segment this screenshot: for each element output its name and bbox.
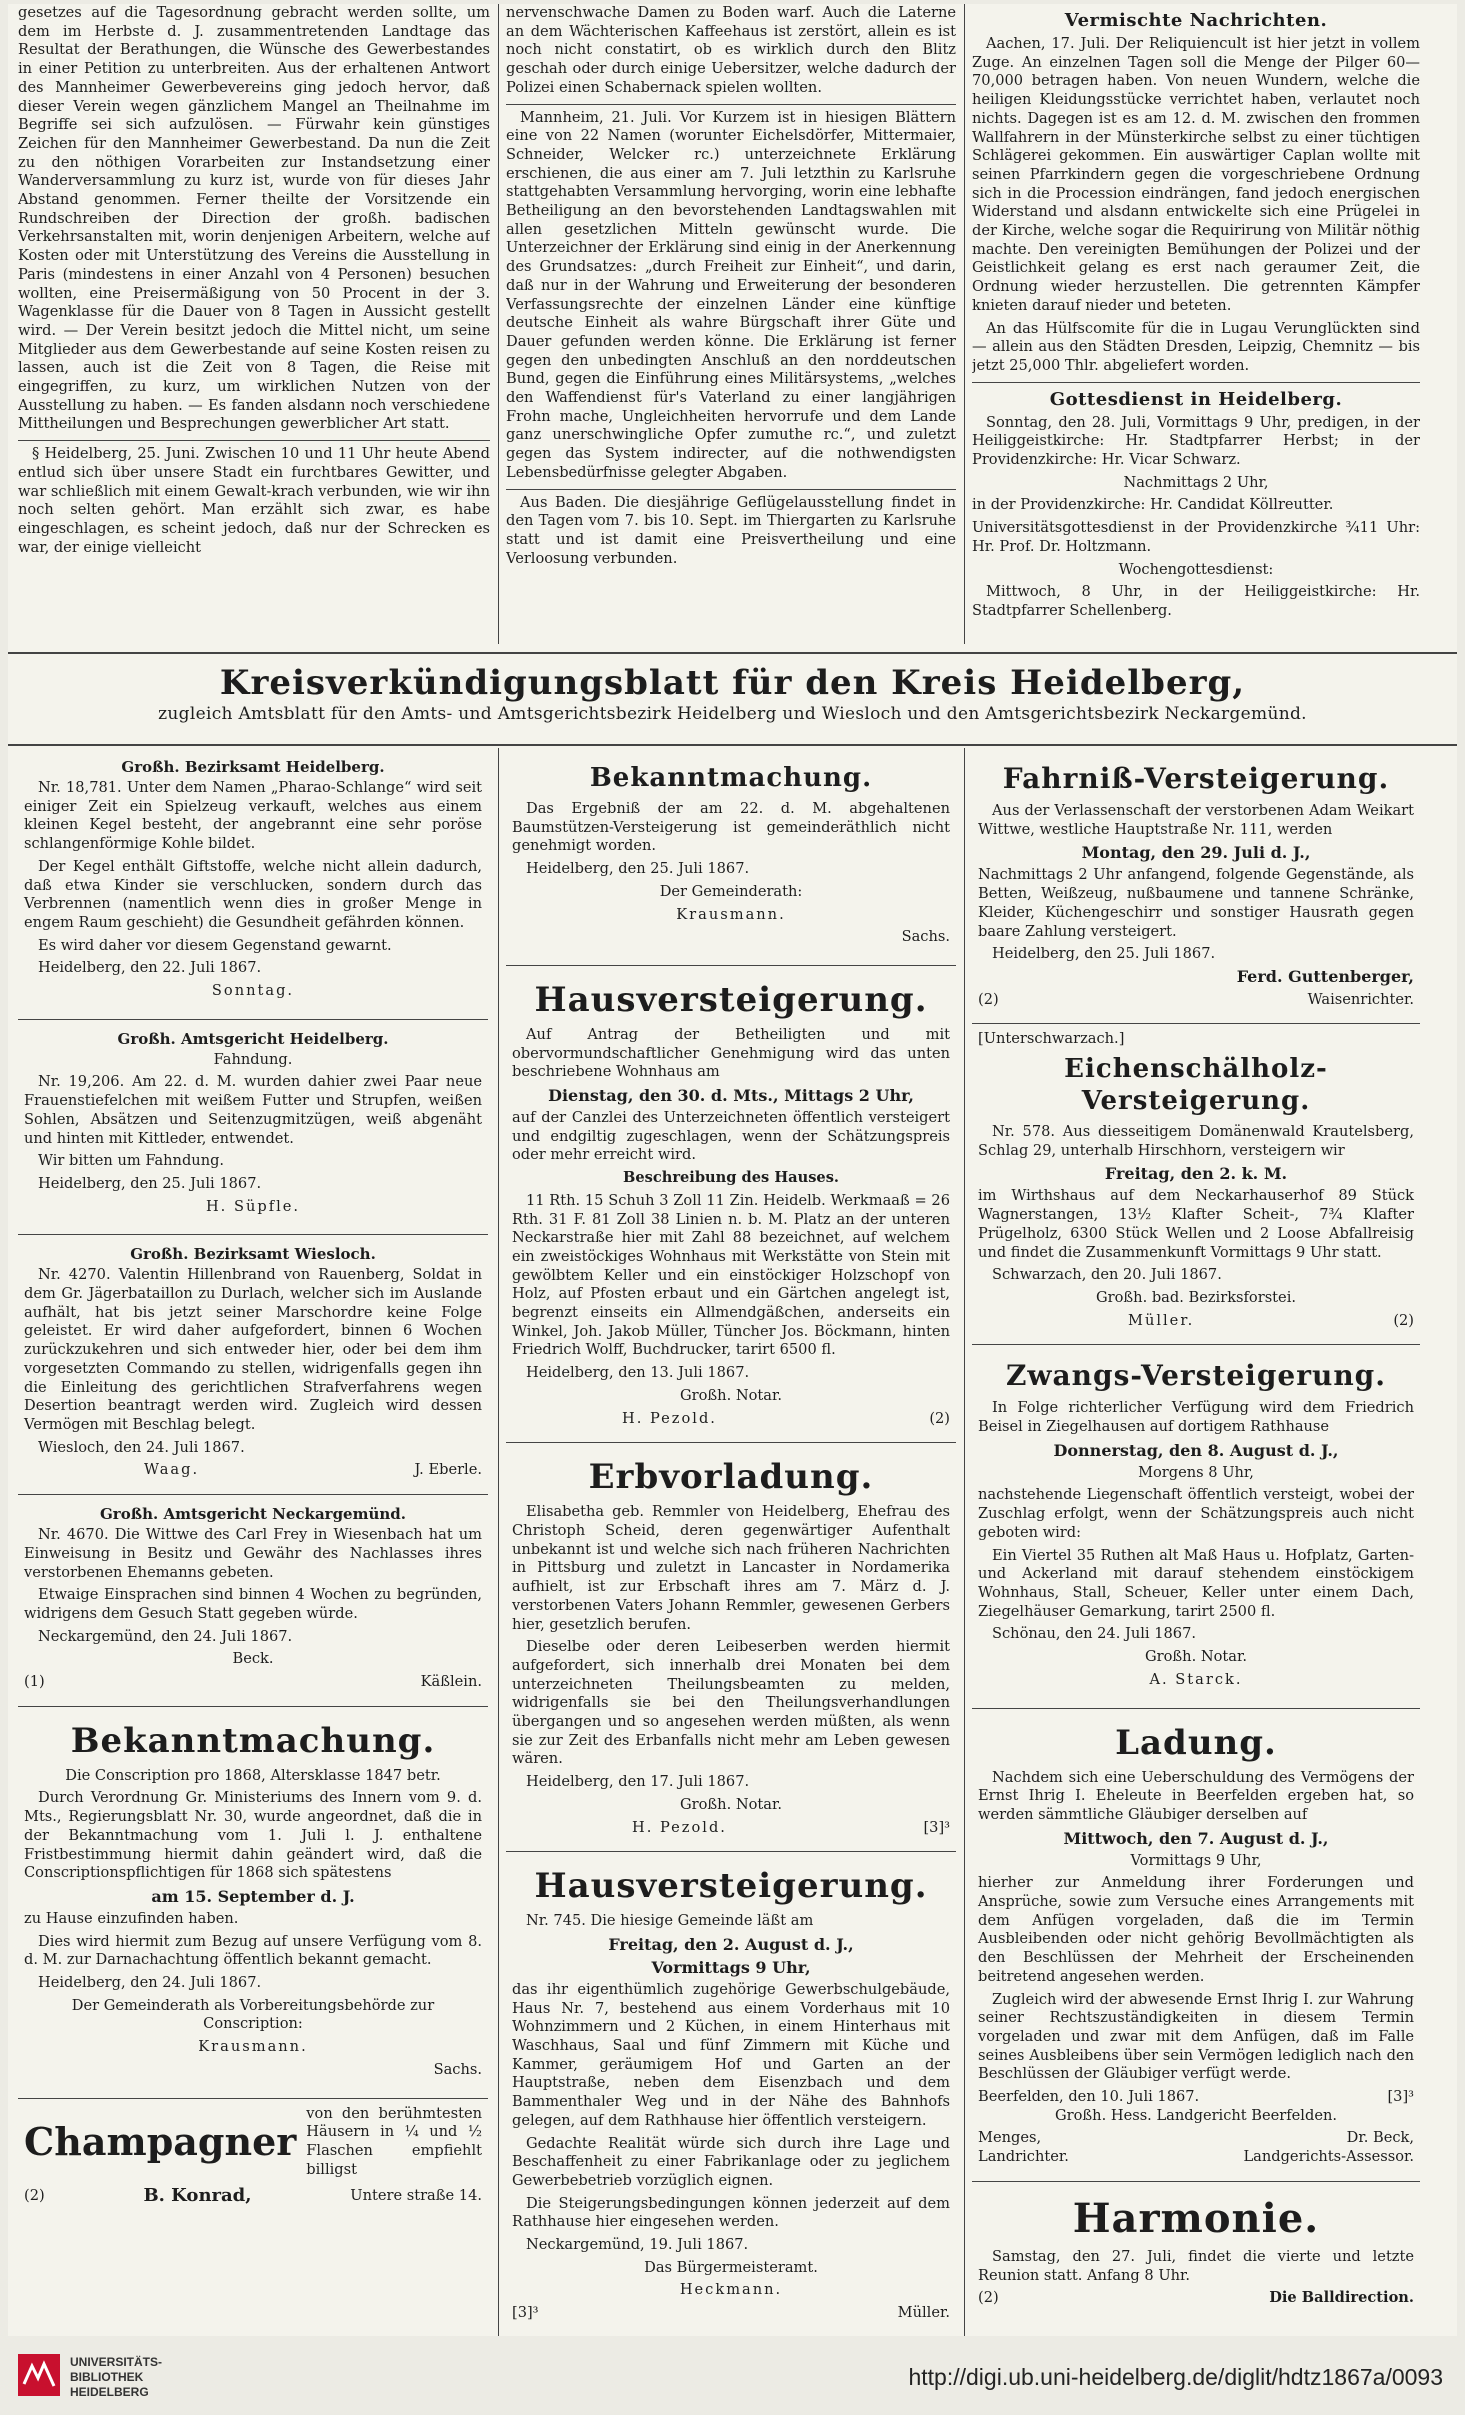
notice-text: das ihr eigenthümlich zugehörige Gewerbschulgebäude, Haus Nr. 7, bestehend aus einem Vorderhaus mit 10 Wohnzimmern und 2 Küchen, in einem Hinterhaus mit Waschhaus, Saal und fünf Zimmern mit Küche und Kammer, geräumigem Hof und Garten an der Hauptstraße, neben dem Eisenzbach und dem Bammenthaler Weg und in der Nähe des Bahnhofs gelegen, auf dem Rathhause hier öffentlich versteigern. [512, 1980, 950, 2129]
notice-signature: H. Pezold. [632, 1818, 727, 1836]
notice-text: In Folge richterlicher Verfügung wird dem Friedrich Beisel in Ziegelhausen auf dortigem Rathhause [978, 1399, 1414, 1436]
divider [972, 1023, 1420, 1024]
signature-row [978, 2129, 1414, 2148]
notice-signature: Die Balldirection. [1269, 2289, 1414, 2307]
notice-block [18, 1499, 488, 1700]
notice-signature: Müller. [1128, 1311, 1195, 1329]
ad-title: Champagner [24, 2118, 297, 2164]
notice-block [18, 1239, 488, 1488]
notice-emphasis: Mittwoch, den 7. August d. J., [1063, 1828, 1329, 1848]
notice-number: [3]³ [512, 2304, 539, 2322]
divider [18, 1494, 488, 1495]
notice-number: (2) [978, 2289, 999, 2307]
service-line: Wochengottesdienst: [1118, 560, 1274, 578]
notice-text: Dieselbe oder deren Leibeserben werden hiermit aufgefordert, sich innerhalb drei Monaten bei dem unterzeichneten Theilungsbeamten zu melden, widrigenfalls sie bei den Theilungsverhandlungen übergangen und so angesehen werden müßten, als wenn sie zur Zeit des Erbanfalls nicht mehr am Leben gewesen wären. [512, 1638, 950, 1768]
divider [506, 1851, 956, 1852]
notice-subheading: Fahndung. [213, 1050, 293, 1068]
notice-signature: Menges, [978, 2129, 1042, 2147]
news-column-2 [506, 4, 956, 572]
notice-block [972, 2186, 1420, 2316]
notice-block [506, 970, 956, 1436]
notice-number: [3]³ [1387, 2088, 1414, 2106]
masthead [8, 662, 1457, 724]
notice-heading: Großh. Bezirksamt Wiesloch. [130, 1245, 376, 1264]
notices-middle-column [506, 752, 956, 2332]
notice-text: Der Kegel enthält Giftstoffe, welche nicht allein dadurch, daß etwa Kinder sie verschlucken, sondern durch das Verbrennen (namentlich wenn dies in großer Menge in engem Raum geschieht) die Gesundheit gefährden können. [24, 857, 482, 931]
newspaper-page [8, 4, 1457, 2336]
notice-date: Heidelberg, den 17. Juli 1867. [526, 1773, 750, 1791]
notice-emphasis: Freitag, den 2. August d. J., [608, 1934, 854, 1954]
notice-text: Nr. 18,781. Unter dem Namen „Pharao-Schlange“ wird seit einiger Zeit ein Spielzeug verkauft, welches aus einem kleinen Kegel besteht, der angebrannt eine sehr poröse schlangenförmige Kohle bildet. [24, 779, 482, 853]
notice-location: [Unterschwarzach.] [978, 1030, 1125, 1048]
notices-left-column [18, 752, 488, 2332]
notice-signature: Großh. Hess. Landgericht Beerfelden. [1055, 2106, 1337, 2124]
notice-signature: Dr. Beck, [1346, 2129, 1414, 2147]
signature-row [512, 1410, 950, 1429]
notices-right-column [972, 752, 1420, 2332]
divider [18, 1234, 488, 1235]
notice-title: Eichenschälholz-Versteigerung. [1064, 1054, 1328, 1117]
notice-signature: Sonntag. [211, 982, 295, 1000]
notice-signature: Waisenrichter. [1307, 990, 1414, 1008]
service-line: Universitätsgottesdienst in der Providenzkirche ¾11 Uhr: Hr. Prof. Dr. Holtzmann. [972, 519, 1420, 555]
news-paragraph: Mannheim, 21. Juli. Vor Kurzem ist in hiesigen Blättern eine von 22 Namen (worunter Eichelsdörfer, Mittermaier, Schneider, Welcker rc.) unterzeichnete Erklärung erschienen, die aus einer am 7. Juli letzthin zu Karlsruhe stattgehabten Versammlung hervorging, worin eine lebhafte Betheiligung an den bevorstehenden Landtagswahlen mit allen gesetzlichen Mitteln gewünscht wurde. Die Unterzeichner der Erklärung sind einig in der Anerkennung des Grundsatzes: „durch Freiheit zur Einheit“, und darin, daß nur in der Wahrung und Erweiterung der besonderen Verfassungsrechte der einzelnen Länder eine künftige deutsche Einheit als wahre Bürgschaft ihrer Güte und Dauer gefunden werden könne. Die Erklärung ist ferner gegen den unbedingten Anschluß an den norddeutschen Bund, gegen die Einführung eines Militärsystems, „welches den Waffendienst für's Vaterland zu einer langjährigen Frohn mache, Ungleichheiten hervorrufe und dem Lande ganz unerschwingliche Opfer zumuthe rc.“, und zuletzt gegen das System indirecter, auf die nothwendigsten Lebensbedürfnisse gelegter Abgaben. [506, 108, 956, 481]
notice-text: Gedachte Realität würde sich durch ihre Lage und Beschaffenheit zu einer Fabrikanlage oder zu jeglichem Gewerbebetrieb vorzüglich eignen. [512, 2134, 950, 2189]
ad-signature-row [18, 2187, 488, 2206]
ad-text: von den berühmtesten Häusern in ¼ und ½ Flaschen empfiehlt billigst [306, 2104, 482, 2178]
signature-row [978, 2289, 1414, 2308]
notice-date: Heidelberg, den 25. Juli 1867. [38, 1174, 262, 1192]
notice-text: Das Ergebniß der am 22. d. M. abgehaltenen Baumstützen-Versteigerung ist gemeinderäthlich nicht genehmigt worden. [512, 800, 950, 855]
notice-date: Heidelberg, den 25. Juli 1867. [992, 945, 1216, 963]
ad-address: Untere straße 14. [350, 2187, 482, 2205]
notice-signature: Landrichter. [978, 2148, 1069, 2166]
notice-text: Die Conscription pro 1868, Altersklasse 1847 betr. [65, 1766, 441, 1784]
divider [972, 1708, 1420, 1709]
notice-text: Nachdem sich eine Ueberschuldung des Vermögens der Ernst Ihrig I. Eheleute in Beerfelden ergeben hat, so werden sämmtliche Gläubiger derselben auf [978, 1768, 1414, 1823]
notice-heading: Großh. Amtsgericht Heidelberg. [117, 1029, 389, 1048]
signature-row [978, 1312, 1414, 1331]
notice-text: 11 Rth. 15 Schuh 3 Zoll 11 Zin. Heidelb. Werkmaaß = 26 Rth. 31 F. 81 Zoll 38 Linien n. b. M. Platz an der unteren Neckarstraße hier mit Zahl 88 bezeichnet, auf welchem ein zweistöckiges Wohnhaus mit Werkstätte von Stein mit gewölbtem Keller und ein einstöckiger Holzschopf von Holz, auf Pfosten erbaut und ein Gärtchen angelegt ist, begrenzt einseits ein Allmendgäßchen, anderseits ein Winkel, Joh. Jakob Müller, Tüncher Jos. Böckmann, hinten Friedrich Wolff, Buchdrucker, tarirt 6500 fl. [512, 1191, 950, 1359]
divider [18, 1019, 488, 1020]
notice-heading: Großh. Amtsgericht Neckargemünd. [100, 1505, 406, 1524]
notice-title: Hausversteigerung. [534, 979, 928, 1020]
notice-text: Durch Verordnung Gr. Ministeriums des Innern vom 9. d. Mts., Regierungsblatt Nr. 30, wurde angeordnet, daß die in der Bekanntmachung vom 1. Juli l. J. enthaltene Fristbestimmung hiermit dahin geändert wird, daß die Conscriptionspflichtigen für 1868 sich spätestens [24, 1789, 482, 1882]
notice-block [506, 1447, 956, 1845]
notice-block [506, 752, 956, 959]
source-url-link[interactable]: http://digi.ub.uni-heidelberg.de/diglit/hdtz1867a/0093 [908, 2364, 1443, 2390]
news-column-1 [18, 4, 490, 561]
news-paragraph: § Heidelberg, 25. Juni. Zwischen 10 und 11 Uhr heute Abend entlud sich über unsere Stadt ein furchtbares Gewitter, und war schließlich mit einem Gewalt-krach verbunden, wie wir ihn noch selten gehört. Man erzählt sich zwar, es habe eingeschlagen, es scheint jedoch, daß nur der Schrecken es war, der einige vielleicht [18, 445, 490, 556]
notice-signature: Großh. bad. Bezirksforstei. [1096, 1288, 1296, 1306]
notice-text: auf der Canzlei des Unterzeichneten öffentlich versteigert und endgiltig zugeschlagen, wenn der Schätzungspreis oder mehr erreicht wird. [512, 1109, 950, 1164]
notice-block [972, 1713, 1420, 2175]
service-line: in der Providenzkirche: Hr. Candidat Köllreutter. [972, 496, 1334, 514]
notice-date: Neckargemünd, den 24. Juli 1867. [38, 1627, 293, 1645]
notice-signature: Krausmann. [676, 905, 786, 923]
signature-row [24, 1673, 482, 1692]
notice-text: Nr. 19,206. Am 22. d. M. wurden dahier zwei Paar neue Frauenstiefelchen mit weißem Futter und Strupfen, weißen Sohlen, Absätzen und Seitenzugmitzügen, weiß abgenäht und hinten mit Kittleder, entwendet. [24, 1073, 482, 1147]
notice-date: Schwarzach, den 20. Juli 1867. [992, 1266, 1222, 1284]
notice-date: Heidelberg, den 24. Juli 1867. [38, 1974, 262, 1992]
divider [506, 489, 956, 490]
notice-text: Etwaige Einsprachen sind binnen 4 Wochen zu begründen, widrigens dem Gesuch Statt gegeben würde. [24, 1586, 482, 1622]
signature-row [978, 2088, 1414, 2107]
notice-date: Heidelberg, den 13. Juli 1867. [526, 1364, 750, 1382]
notice-text: Aus der Verlassenschaft der verstorbenen Adam Weikart Wittwe, westliche Hauptstraße Nr. 111, werden [978, 802, 1414, 838]
notice-text: zu Hause einzufinden haben. [24, 1909, 239, 1927]
notice-emphasis: Morgens 8 Uhr, [1138, 1463, 1254, 1481]
page-footer [0, 2340, 1465, 2415]
notice-text: Zugleich wird der abwesende Ernst Ihrig I. zur Wahrung seiner Rechtszuständigkeiten in diesem Termin vorgeladen und zwar mit dem Anfügen, daß im Falle seines Ausbleibens über sein Vermögen lediglich nach den Beschlüssen der Gläubiger verfügt werde. [978, 1990, 1414, 2083]
notice-text: Wir bitten um Fahndung. [38, 1152, 225, 1170]
notice-text: Nachmittags 2 Uhr anfangend, folgende Gegenstände, als Betten, Weißzeug, nußbaumene und tannene Schränke, Kleider, Küchengeschirr und sonstiger Hausrath gegen baare Zahlung versteigert. [978, 866, 1414, 940]
notice-block [972, 752, 1420, 1017]
signature-row [512, 1819, 950, 1838]
notice-text: Elisabetha geb. Remmler von Heidelberg, Ehefrau des Christoph Scheid, deren gegenwärtiger Aufenthalt unbekannt ist und welche sich nach früheren Nachrichten in Pittsburg und zuletzt in Lancaster in Nordamerika aufhielt, ist zur Erbschaft ihres am 7. März d. J. verstorbenen Vaters Johann Remmler, gewesenen Gerbers hier, gesetzlich berufen. [512, 1503, 950, 1633]
notice-emphasis: Vormittags 9 Uhr, [1130, 1851, 1262, 1869]
notice-block [506, 1856, 956, 2331]
section-rule [8, 652, 1457, 654]
notice-title: Fahrniß-Versteigerung. [1002, 762, 1390, 795]
notice-text: Die Steigerungsbedingungen können jederzeit auf dem Rathhause hier eingesehen werden. [512, 2194, 950, 2231]
notice-signature: Großh. Notar. [680, 1386, 782, 1404]
library-name-line: UNIVERSITÄTS- [70, 2355, 163, 2369]
service-line: Sonntag, den 28. Juli, Vormittags 9 Uhr, predigen, in der Heiliggeistkirche: Hr. Stadtpfarrer Herbst; in der Providenzkirche: Hr. Vicar Schwarz. [972, 413, 1420, 469]
notice-emphasis: Vormittags 9 Uhr, [651, 1957, 811, 1977]
notice-text: Auf Antrag der Betheiligten und mit obervormundschaftlicher Genehmigung wird das unten beschriebene Wohnhaus am [512, 1025, 950, 1081]
news-column-3 [972, 4, 1420, 625]
signature-row [978, 2148, 1414, 2167]
signature-row [512, 2304, 950, 2323]
notice-emphasis: Donnerstag, den 8. August d. J., [1053, 1440, 1339, 1460]
library-name-line: HEIDELBERG [70, 2385, 149, 2399]
notice-title: Zwangs-Versteigerung. [1005, 1359, 1387, 1393]
notice-block [972, 1028, 1420, 1338]
notice-date: Neckargemünd, 19. Juli 1867. [526, 2236, 749, 2254]
notice-signature: Großh. Notar. [680, 1795, 782, 1813]
notice-text: nachstehende Liegenschaft öffentlich versteigt, wobei der Zuschlag erfolgt, wenn der Schätzungspreis auch nicht geboten wird: [978, 1486, 1414, 1541]
divider [506, 104, 956, 105]
ad-merchant: B. Konrad, [143, 2185, 252, 2207]
notice-emphasis: Montag, den 29. Juli d. J., [1081, 843, 1311, 863]
notice-block [18, 752, 488, 1013]
notice-signature: H. Süpfle. [205, 1197, 301, 1215]
notice-signature: Ferd. Guttenberger, [1236, 966, 1414, 986]
notice-title: Erbvorladung. [588, 1457, 874, 1498]
news-paragraph: Aus Baden. Die diesjährige Geflügelausstellung findet in den Tagen vom 7. bis 10. Sept. im Thiergarten zu Karlsruhe statt und ist damit eine Preisvertheilung und eine Verloosung verbunden. [506, 493, 956, 567]
service-line: Nachmittags 2 Uhr, [1123, 473, 1269, 491]
notice-number: (2) [1393, 1311, 1414, 1329]
notice-emphasis: am 15. September d. J. [151, 1886, 355, 1906]
notice-text: Samstag, den 27. Juli, findet die vierte und letzte Reunion statt. Anfang 8 Uhr. [978, 2247, 1414, 2284]
notice-heading: Großh. Bezirksamt Heidelberg. [121, 758, 385, 776]
notice-emphasis: Freitag, den 2. k. M. [1104, 1164, 1288, 1184]
champagne-ad [18, 2103, 488, 2188]
notice-signature: Beck. [232, 1650, 274, 1668]
notice-signature: Käßlein. [420, 1673, 482, 1691]
notice-text: Ein Viertel 35 Ruthen alt Maß Haus u. Hofplatz, Garten- und Ackerland mit darauf stehendem einstöckigem Wohnhaus, Stall, Scheuer, Keller unter einem Dach, Ziegelhäuser Gemarkung, tarirt 2500 fl. [978, 1546, 1414, 1620]
notice-date: Beerfelden, den 10. Juli 1867. [978, 2088, 1200, 2106]
notice-text: Nr. 4270. Valentin Hillenbrand von Rauenberg, Soldat in dem Gr. Jägerbataillon zu Durlach, welcher sich im Auslande aufhält, hat bis jetzt seiner Marschordre keine Folge geleistet. Er wird daher aufgefordert, binnen 6 Wochen zurückzukehren und sich entweder hier, oder bei dem ihm vorgesetzten Commando zu stellen, widrigenfalls gegen ihn die Einleitung des gerichtlichen Strafverfahrens wegen Desertion beantragt werden wird. Zugleich wird dessen Vermögen mit Beschlag belegt. [24, 1266, 482, 1433]
section-heading: Vermischte Nachrichten. [1064, 10, 1328, 31]
service-line: Mittwoch, 8 Uhr, in der Heiliggeistkirche: Hr. Stadtpfarrer Schellenberg. [972, 583, 1420, 619]
notice-text: Nr. 745. Die hiesige Gemeinde läßt am [526, 1912, 814, 1930]
notice-block [18, 1711, 488, 2092]
notice-date: Heidelberg, den 22. Juli 1867. [38, 959, 262, 977]
notice-date: Heidelberg, den 25. Juli 1867. [526, 860, 750, 878]
notice-text: Nr. 4670. Die Wittwe des Carl Frey in Wiesenbach hat um Einweisung in Besitz und Gewähr des Nachlasses ihres verstorbenen Ehemanns gebeten. [24, 1526, 482, 1581]
notice-signature: Großh. Notar. [1145, 1648, 1247, 1666]
notice-date: Wiesloch, den 24. Juli 1867. [38, 1438, 245, 1456]
notice-number: (1) [24, 1673, 45, 1691]
notice-signature: H. Pezold. [622, 1409, 717, 1427]
divider [18, 440, 490, 441]
notice-signature: Der Gemeinderath: [659, 882, 803, 900]
section-rule [8, 744, 1457, 746]
university-library-logo-icon [18, 2354, 60, 2396]
column-rule [964, 748, 965, 2336]
signature-row [24, 1461, 482, 1480]
notice-title: Bekanntmachung. [589, 763, 873, 793]
section-heading: Gottesdienst in Heidelberg. [1049, 388, 1343, 410]
divider [506, 965, 956, 966]
notice-title: Bekanntmachung. [70, 1720, 436, 1761]
notice-title: Ladung. [1115, 1722, 1277, 1763]
divider [972, 2181, 1420, 2182]
signature-row [978, 991, 1414, 1010]
notice-title: Harmonie. [1072, 2194, 1320, 2242]
news-paragraph: An das Hülfscomite für die in Lugau Verunglückten sind — allein aus den Städten Dresden, Leipzig, Chemnitz — bis jetzt 25,000 Thlr. abgeliefert worden. [972, 319, 1420, 374]
divider [18, 2098, 488, 2099]
notice-number: [3]³ [923, 1818, 950, 1836]
notice-signature: Das Bürgermeisteramt. [644, 2258, 818, 2276]
notice-signature: Sachs. [433, 2060, 482, 2078]
notice-signature: J. Eberle. [414, 1461, 482, 1479]
column-rule [498, 4, 499, 644]
notice-signature: Der Gemeinderath als Vorbereitungsbehörde zur Conscription: [71, 1996, 435, 2033]
divider [506, 1442, 956, 1443]
notice-emphasis: Dienstag, den 30. d. Mts., Mittags 2 Uhr, [548, 1086, 914, 1106]
notice-title: Hausversteigerung. [534, 1866, 928, 1907]
divider [972, 382, 1420, 383]
notice-number: (2) [978, 990, 999, 1008]
notice-number: (2) [929, 1409, 950, 1427]
notice-block [972, 1349, 1420, 1701]
notice-signature: Heckmann. [679, 2281, 783, 2299]
notice-signature: Müller. [897, 2304, 950, 2322]
notice-block [18, 1024, 488, 1229]
ad-number: (2) [24, 2187, 45, 2205]
notice-subheading: Beschreibung des Hauses. [623, 1169, 839, 1187]
column-rule [964, 4, 965, 644]
notice-date: Schönau, den 24. Juli 1867. [992, 1625, 1196, 1643]
library-name-line: BIBLIOTHEK [70, 2370, 144, 2384]
notice-text: hierher zur Anmeldung ihrer Forderungen und Ansprüche, sowie zum Versuche eines Arrangements mit dem Anfügen vorgeladen, daß die im Termin Ausbleibenden oder nicht gehörig Bevollmächtigten als den Beschlüssen der Mehrheit der Erscheinenden beitretend angesehen werden. [978, 1874, 1414, 1985]
divider [972, 1344, 1420, 1345]
notice-signature: Krausmann. [198, 2038, 308, 2056]
news-paragraph: nervenschwache Damen zu Boden warf. Auch die Laterne an dem Wächterischen Kaffeehaus ist zerstört, allein es ist noch nicht constatirt, ob es wirklich durch den Blitz geschah oder durch einige Uebersitzer, welche dadurch der Polizei einen Schabernack spielen wollten. [506, 4, 956, 96]
masthead-title: Kreisverkündigungsblatt für den Kreis Heidelberg, [219, 663, 1246, 703]
notice-text: Dies wird hiermit zum Bezug auf unsere Verfügung vom 8. d. M. zur Darnachachtung öffentlich bekannt gemacht. [24, 1932, 482, 1969]
notice-signature: Sachs. [901, 928, 950, 946]
notice-text: Es wird daher vor diesem Gegenstand gewarnt. [38, 936, 392, 954]
masthead-subtitle: zugleich Amtsblatt für den Amts- und Amtsgerichtsbezirk Heidelberg und Wiesloch und den Amtsgerichtsbezirk Neckargemünd. [158, 704, 1307, 724]
divider [18, 1706, 488, 1707]
column-rule [498, 748, 499, 2336]
library-name [70, 2355, 162, 2400]
news-paragraph: Aachen, 17. Juli. Der Reliquiencult ist hier jetzt in vollem Zuge. An einzelnen Tagen soll die Menge der Pilger 60—70,000 betragen haben. Von neuen Wundern, welche die heiligen Kleidungsstücke verrichtet haben, verlautet noch nichts. Dagegen ist es am 12. d. M. zwischen den frommen Wallfahrern in der Münsterkirche selbst zu einer tüchtigen Schlägerei gekommen. Ein auswärtiger Caplan wollte mit seinen Pfarrkindern gegen die vorgeschriebene Ordnung sich in die Procession eindrängen, fand jedoch energischen Widerstand und alsdann entwickelte sich eine Prügelei in der Kirche, welche sogar die Requirirung von Militär nöthig machte. Den vereinigten Bemühungen der Polizei und der Geistlichkeit gelang es erst nach geraumer Zeit, die Ordnung wieder herzustellen. Die getrennten Kämpfer knieten darauf nieder und beteten. [972, 35, 1420, 314]
notice-text: Nr. 578. Aus diesseitigem Domänenwald Krautelsberg, Schlag 29, unterhalb Hirschhorn, versteigern wir [978, 1123, 1414, 1159]
notice-signature: Waag. [144, 1461, 200, 1479]
notice-text: im Wirthshaus auf dem Neckarhauserhof 89 Stück Wagnerstangen, 13½ Klafter Scheit-, 7¾ Klafter Prügelholz, 6300 Stück Wellen und 2 Loose Abfallreisig und findet die Zusammenkunft Vormittags 9 Uhr statt. [978, 1187, 1414, 1261]
notice-signature: Landgerichts-Assessor. [1243, 2148, 1414, 2166]
news-section [8, 4, 1457, 644]
notice-signature: A. Starck. [1149, 1670, 1243, 1688]
news-paragraph: gesetzes auf die Tagesordnung gebracht werden sollte, um dem im Herbste d. J. zusammentretenden Landtage das Resultat der Berathungen, die Wünsche des Gewerbestandes in einer Petition zu unterbreiten. Aus der erhaltenen Antwort des Mannheimer Gewerbevereins ging jedoch hervor, daß dieser Verein wegen gänzlichem Mangel an Theilnahme im Begriffe sei sich aufzulösen. — Fürwahr kein günstiges Zeichen für den Mannheimer Gewerbestand. Da nun die Zeit zu den nöthigen Vorarbeiten zur Instandsetzung einer Wanderversammlung zu kurz ist, wurde von für dieses Jahr Abstand genommen. Ferner theilte der Vorsitzende ein Rundschreiben der Direction der großh. badischen Verkehrsanstalten mit, worin denjenigen Arbeitern, welche auf Kosten oder mit Unterstützung des Vereins die Ausstellung in Paris (mindestens in einer Anzahl von 4 Personen) besuchen wollten, eine Preisermäßigung von 50 Procent in der 3. Wagenklasse für die Dauer von 8 Tagen in Aussicht gestellt wird. — Der Verein besitzt jedoch die Mittel nicht, um seine Mitglieder aus dem Gewerbestande auf seine Kosten reisen zu lassen, auch ist die Zeit von 8 Tagen, die Reise mit eingegriffen, zu kurz, um wirklichen Nutzen von der Ausstellung zu haben. — Es fanden alsdann noch verschiedene Mittheilungen und Besprechungen gewerblicher Art statt. [18, 4, 490, 433]
